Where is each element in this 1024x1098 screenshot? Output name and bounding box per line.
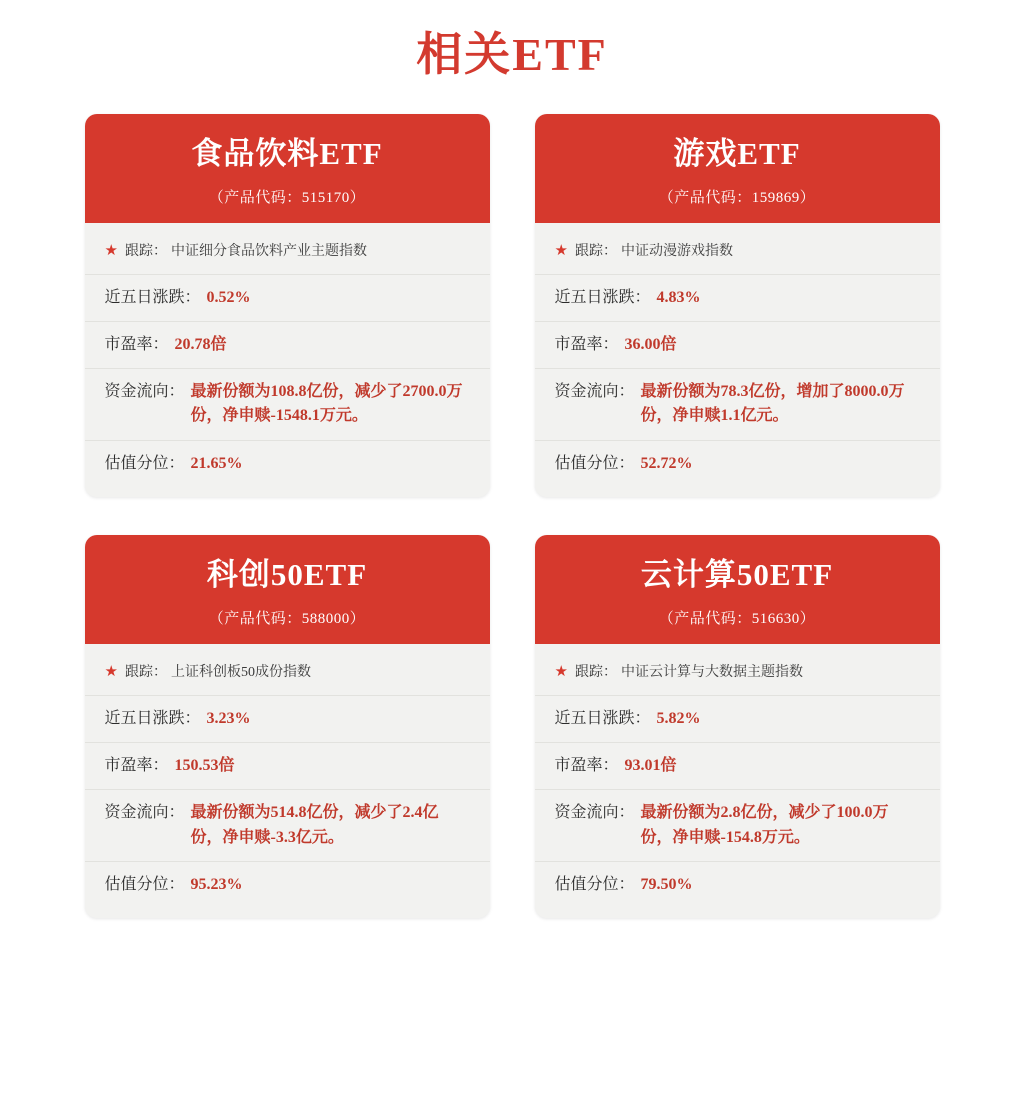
- track-value: 中证细分食品饮料产业主题指数: [170, 243, 367, 259]
- track-label: 跟踪：: [574, 243, 617, 259]
- etf-code-prefix: （产品代码：: [658, 610, 752, 627]
- flow-value: 最新份额为514.8亿份，减少了2.4亿份，净申赎-3.3亿元。: [190, 803, 439, 846]
- etf-track-row: [535, 227, 940, 275]
- etf-card-grid: [0, 114, 1024, 918]
- etf-change5d-row: [85, 275, 490, 322]
- change5d-value: 0.52%: [206, 288, 251, 306]
- etf-code: [95, 186, 480, 207]
- etf-code-suffix: ）: [349, 189, 366, 206]
- etf-card-header: [85, 114, 490, 223]
- change5d-label: 近五日涨跌：: [554, 288, 651, 306]
- valuation-label: 估值分位：: [554, 455, 635, 473]
- track-value: 中证云计算与大数据主题指数: [620, 664, 803, 680]
- etf-flow-row: [85, 369, 490, 442]
- etf-card[interactable]: [535, 535, 940, 918]
- pe-label: 市盈率：: [554, 335, 619, 353]
- etf-code-value: 588000: [301, 610, 350, 627]
- valuation-label: 估值分位：: [104, 876, 185, 894]
- etf-card-header: [535, 535, 940, 644]
- etf-code: [545, 607, 930, 628]
- page-title: 相关ETF: [416, 29, 608, 80]
- flow-value: 最新份额为2.8亿份，减少了100.0万份，净申赎-154.8万元。: [640, 803, 889, 846]
- valuation-value: 95.23%: [190, 876, 243, 894]
- star-icon: ★: [554, 242, 568, 259]
- pe-value: 20.78倍: [174, 335, 227, 353]
- pe-label: 市盈率：: [104, 756, 169, 774]
- etf-valuation-row: [535, 862, 940, 908]
- change5d-value: 5.82%: [656, 709, 701, 727]
- star-icon: ★: [104, 242, 118, 259]
- change5d-label: 近五日涨跌：: [554, 709, 651, 727]
- etf-code-value: 516630: [751, 610, 800, 627]
- etf-pe-row: [535, 322, 940, 369]
- etf-track-row: [85, 648, 490, 696]
- etf-valuation-row: [535, 441, 940, 487]
- etf-pe-row: [85, 743, 490, 790]
- flow-label: 资金流向：: [104, 382, 185, 400]
- change5d-label: 近五日涨跌：: [104, 709, 201, 727]
- etf-name: 科创50ETF: [206, 557, 368, 593]
- etf-code: [95, 607, 480, 628]
- pe-value: 150.53倍: [174, 756, 235, 774]
- etf-name: 食品饮料ETF: [191, 136, 383, 171]
- change5d-value: 3.23%: [206, 709, 251, 727]
- etf-flow-row: [535, 790, 940, 863]
- flow-value: 最新份额为78.3亿份，增加了8000.0万份，净申赎1.1亿元。: [640, 382, 905, 425]
- etf-card-body: [535, 644, 940, 919]
- etf-code-suffix: ）: [799, 189, 816, 206]
- etf-track-row: [85, 227, 490, 275]
- track-value: 中证动漫游戏指数: [620, 243, 733, 259]
- etf-card-body: [85, 644, 490, 919]
- flow-value: 最新份额为108.8亿份，减少了2700.0万份，净申赎-1548.1万元。: [190, 382, 463, 425]
- valuation-value: 21.65%: [190, 455, 243, 473]
- etf-pe-row: [535, 743, 940, 790]
- etf-code-prefix: （产品代码：: [658, 189, 752, 206]
- etf-card-header: [85, 535, 490, 644]
- valuation-value: 79.50%: [640, 876, 693, 894]
- track-label: 跟踪：: [124, 243, 167, 259]
- etf-code-suffix: ）: [799, 610, 816, 627]
- etf-pe-row: [85, 322, 490, 369]
- etf-card[interactable]: [535, 114, 940, 497]
- etf-flow-row: [535, 369, 940, 442]
- flow-label: 资金流向：: [554, 803, 635, 821]
- etf-name: 云计算50ETF: [640, 557, 834, 593]
- etf-flow-row: [85, 790, 490, 863]
- pe-value: 93.01倍: [624, 756, 677, 774]
- pe-value: 36.00倍: [624, 335, 677, 353]
- etf-card-body: [535, 223, 940, 498]
- etf-code-value: 159869: [751, 189, 800, 206]
- change5d-value: 4.83%: [656, 288, 701, 306]
- etf-change5d-row: [85, 696, 490, 743]
- track-value: 上证科创板50成份指数: [170, 664, 311, 680]
- etf-code-value: 515170: [301, 189, 350, 206]
- etf-code-prefix: （产品代码：: [208, 189, 302, 206]
- etf-valuation-row: [85, 862, 490, 908]
- etf-card[interactable]: [85, 114, 490, 497]
- etf-change5d-row: [535, 275, 940, 322]
- flow-label: 资金流向：: [554, 382, 635, 400]
- etf-name: 游戏ETF: [673, 136, 801, 171]
- valuation-label: 估值分位：: [104, 455, 185, 473]
- etf-change5d-row: [535, 696, 940, 743]
- flow-label: 资金流向：: [104, 803, 185, 821]
- valuation-label: 估值分位：: [554, 876, 635, 894]
- etf-card-body: [85, 223, 490, 498]
- star-icon: ★: [104, 663, 118, 680]
- etf-valuation-row: [85, 441, 490, 487]
- pe-label: 市盈率：: [554, 756, 619, 774]
- pe-label: 市盈率：: [104, 335, 169, 353]
- star-icon: ★: [554, 663, 568, 680]
- track-label: 跟踪：: [574, 664, 617, 680]
- etf-code-suffix: ）: [349, 610, 366, 627]
- etf-track-row: [535, 648, 940, 696]
- track-label: 跟踪：: [124, 664, 167, 680]
- change5d-label: 近五日涨跌：: [104, 288, 201, 306]
- etf-code-prefix: （产品代码：: [208, 610, 302, 627]
- valuation-value: 52.72%: [640, 455, 693, 473]
- etf-card[interactable]: [85, 535, 490, 918]
- etf-code: [545, 186, 930, 207]
- etf-page: [0, 18, 1024, 938]
- etf-card-header: [535, 114, 940, 223]
